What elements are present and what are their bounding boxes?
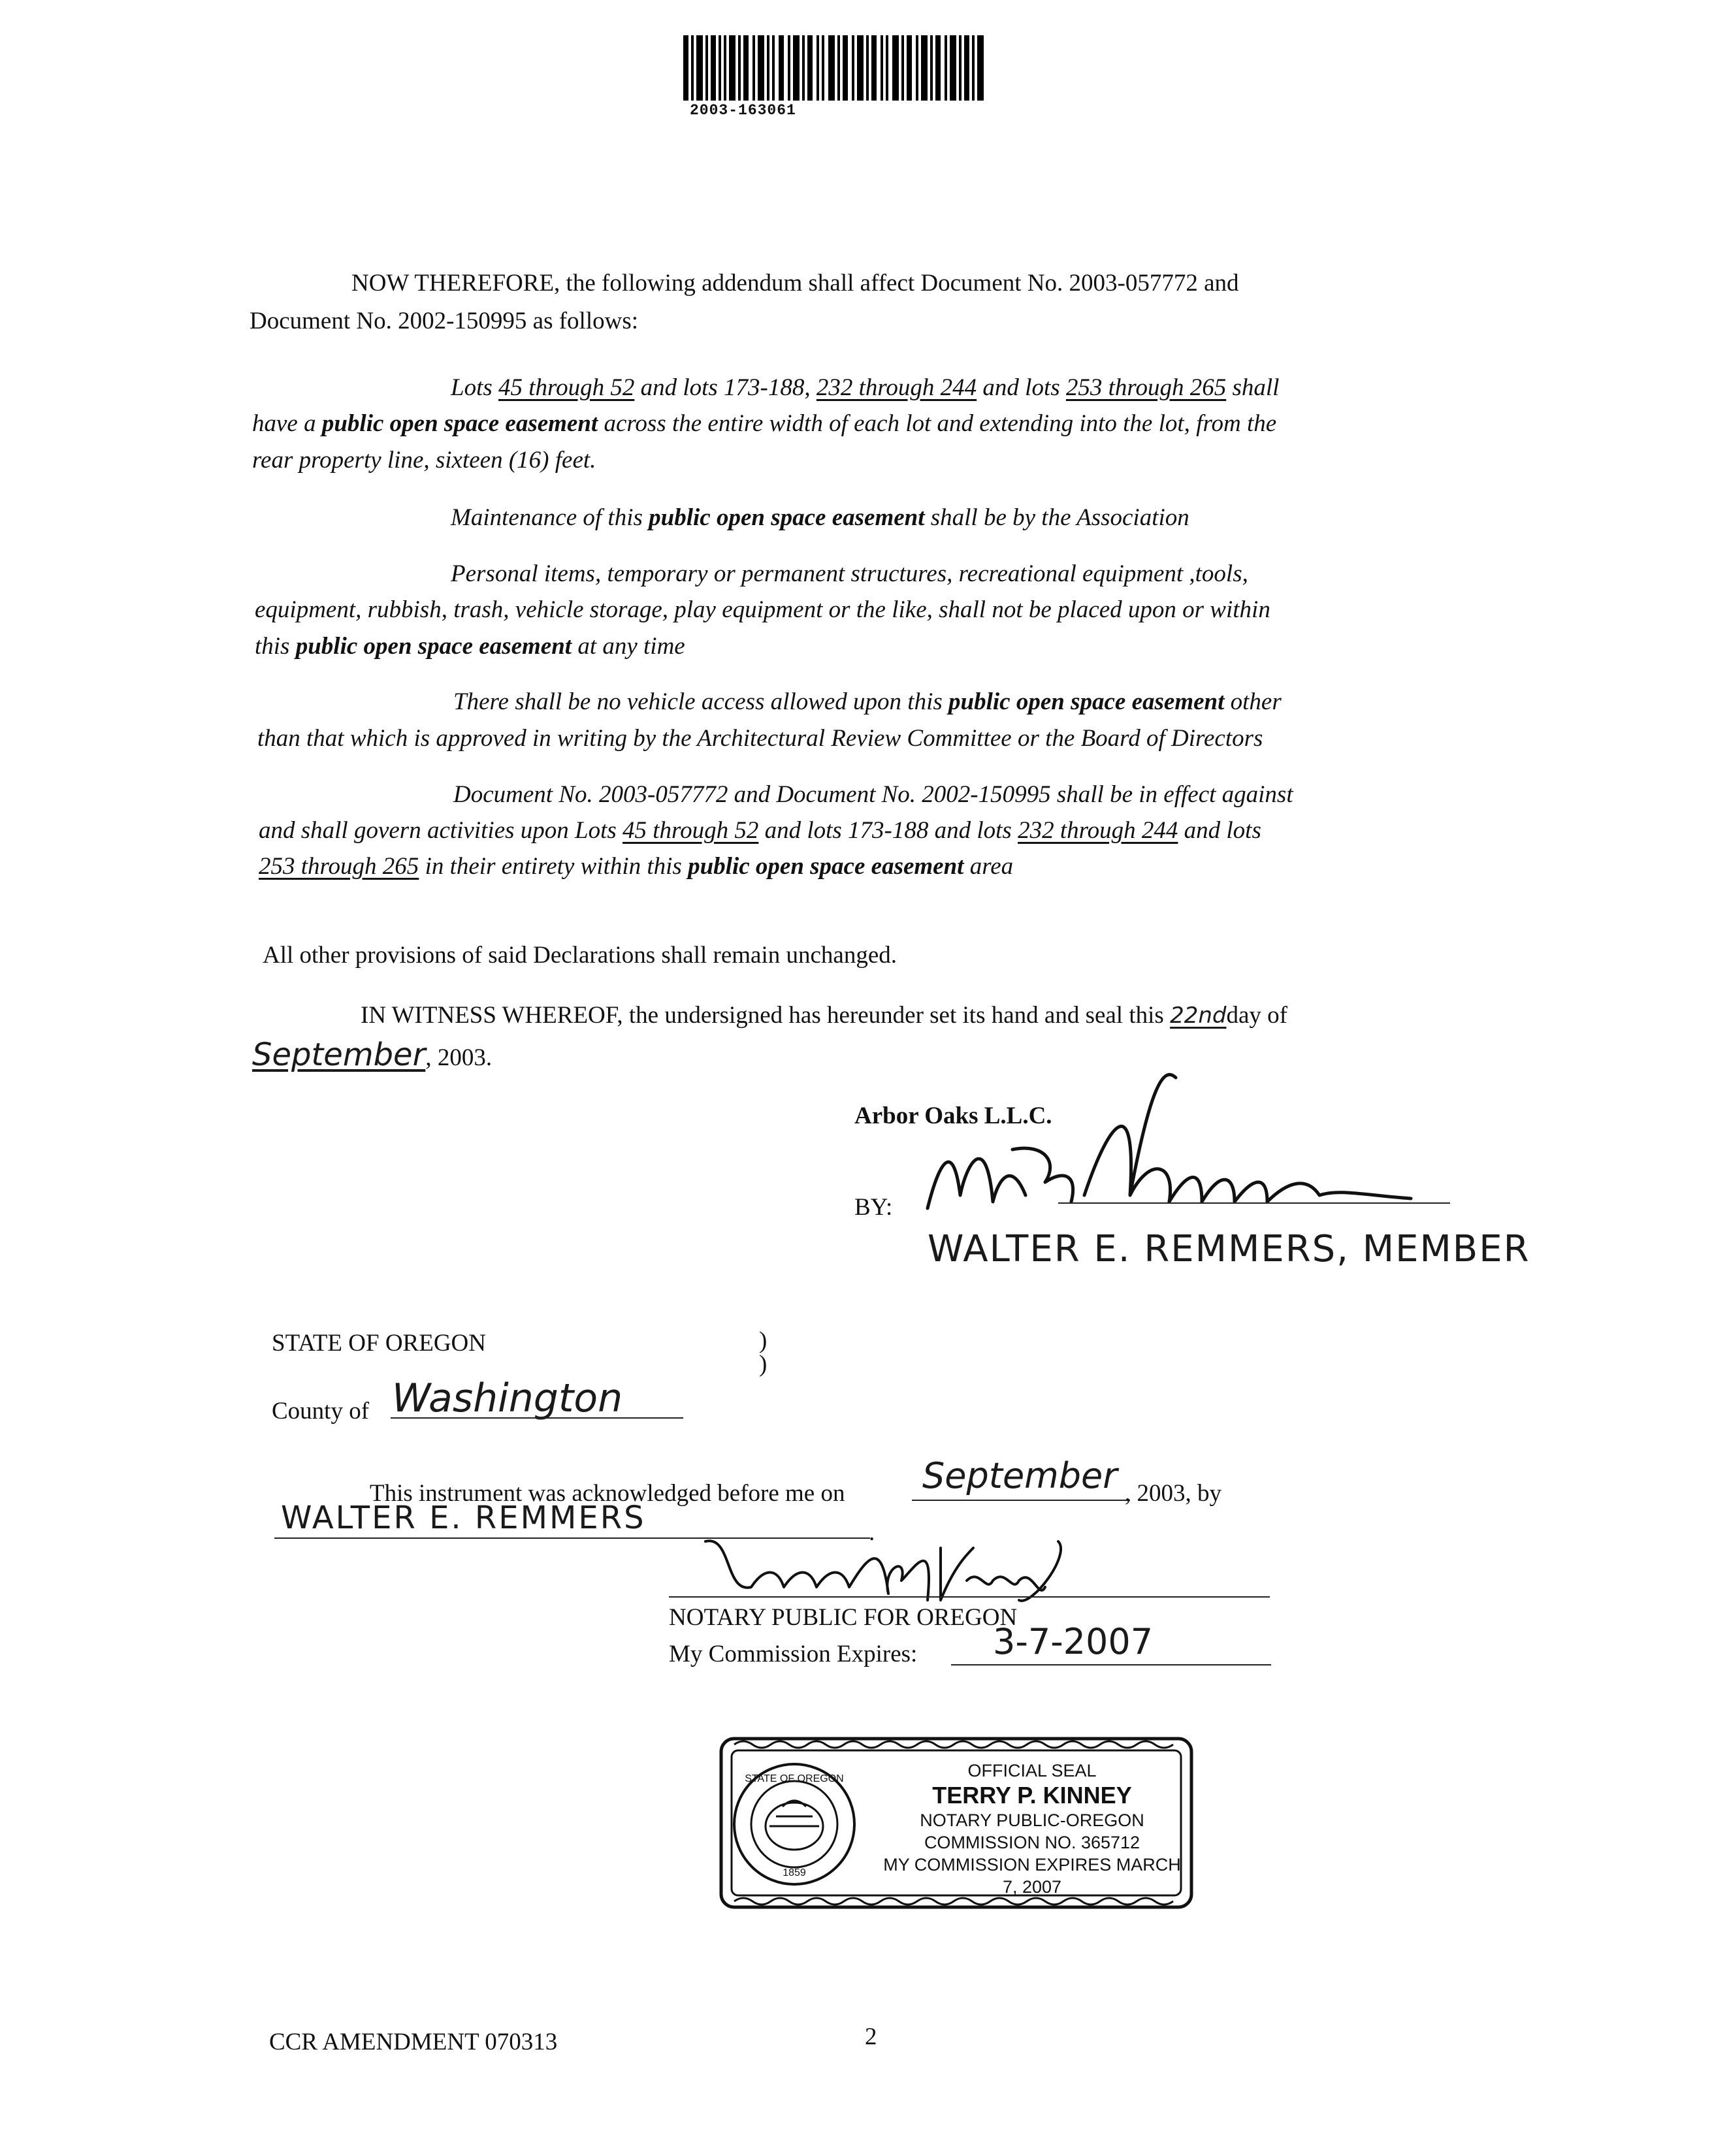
seal-line-3: NOTARY PUBLIC-OREGON (920, 1810, 1144, 1830)
witness-date-line: September, 2003. (252, 1037, 493, 1073)
para3-line-2: equipment, rubbish, trash, vehicle storage, play equipment or the like, shall not be placed upon or within (255, 596, 1270, 623)
para1-line-2: have a public open space easement across the entire width of each lot and extending into the lot, from the (252, 410, 1277, 437)
para4-line-1: There shall be no vehicle access allowed upon this public open space easement other (453, 688, 1282, 715)
county-rule (391, 1417, 683, 1419)
county-label: County of (272, 1398, 370, 1424)
ack-month-rule (912, 1500, 1130, 1501)
seal-line-5: MY COMMISSION EXPIRES MARCH 7, 2007 (883, 1855, 1181, 1897)
commission-handwritten: 3-7-2007 (993, 1621, 1154, 1662)
ack-month-handwritten: September (922, 1455, 1118, 1496)
para5-line-1: Document No. 2003-057772 and Document No. 2002-150995 shall be in effect against (453, 781, 1293, 808)
acknowledgment-year: , 2003, by (1125, 1480, 1221, 1507)
ack-period: . (869, 1519, 875, 1546)
para5-line-2: and shall govern activities upon Lots 45 through 52 and lots 173-188 and lots 232 through 244 and lots (259, 817, 1261, 844)
para5-line-3: 253 through 265 in their entirety within this public open space easement area (259, 853, 1014, 880)
para4-line-2: than that which is approved in writing by the Architectural Review Committee or the Board of Directors (257, 725, 1263, 752)
barcode-number: 2003-163061 (690, 102, 796, 119)
closing-statement: All other provisions of said Declarations shall remain unchanged. (263, 942, 897, 969)
witness-day-handwritten: 22nd (1170, 1003, 1227, 1029)
footer-doc-label: CCR AMENDMENT 070313 (269, 2029, 558, 2055)
para1-line-3: rear property line, sixteen (16) feet. (252, 447, 596, 474)
seal-line-4: COMMISSION NO. 365712 (924, 1833, 1140, 1852)
company-name: Arbor Oaks L.L.C. (854, 1102, 1052, 1129)
acknowledgment-line: This instrument was acknowledged before me on (370, 1480, 845, 1507)
intro-line-2: Document No. 2002-150995 as follows: (250, 308, 639, 334)
page-number: 2 (865, 2023, 877, 2050)
para2: Maintenance of this public open space easement shall be by the Association (451, 504, 1189, 531)
notary-signature-rule (669, 1596, 1270, 1598)
company-signature (914, 1065, 1450, 1228)
seal-notary-name: TERRY P. KINNEY (932, 1782, 1132, 1809)
para1-line-1: Lots 45 through 52 and lots 173-188, 232 through 244 and lots 253 through 265 shall (451, 374, 1280, 401)
ack-name-handwritten: WALTER E. REMMERS (281, 1500, 646, 1536)
seal-emblem-year: 1859 (783, 1867, 806, 1878)
seal-emblem-top: STATE OF OREGON (745, 1773, 844, 1784)
barcode (683, 35, 984, 101)
county-handwritten: Washington (392, 1376, 623, 1421)
seal-line-1: OFFICIAL SEAL (967, 1761, 1097, 1780)
intro-line-1: NOW THEREFORE, the following addendum shall affect Document No. 2003-057772 and (351, 270, 1239, 297)
witness-month-handwritten: September (252, 1037, 426, 1073)
para3-line-3: this public open space easement at any time (255, 633, 685, 660)
venue-paren-1: ) (759, 1327, 768, 1354)
commission-label: My Commission Expires: (669, 1641, 918, 1667)
by-label: BY: (854, 1194, 893, 1221)
seal-text (875, 1760, 1189, 1898)
signer-name-handwritten: WALTER E. REMMERS, MEMBER (928, 1228, 1530, 1270)
commission-rule (951, 1664, 1271, 1665)
venue-paren-2: ) (759, 1351, 768, 1377)
para3-line-1: Personal items, temporary or permanent structures, recreational equipment ,tools, (451, 560, 1248, 587)
state-label: STATE OF OREGON (272, 1330, 486, 1357)
notary-title: NOTARY PUBLIC FOR OREGON (669, 1604, 1018, 1631)
witness-line: IN WITNESS WHEREOF, the undersigned has hereunder set its hand and seal this 22ndday of (361, 997, 1287, 1035)
